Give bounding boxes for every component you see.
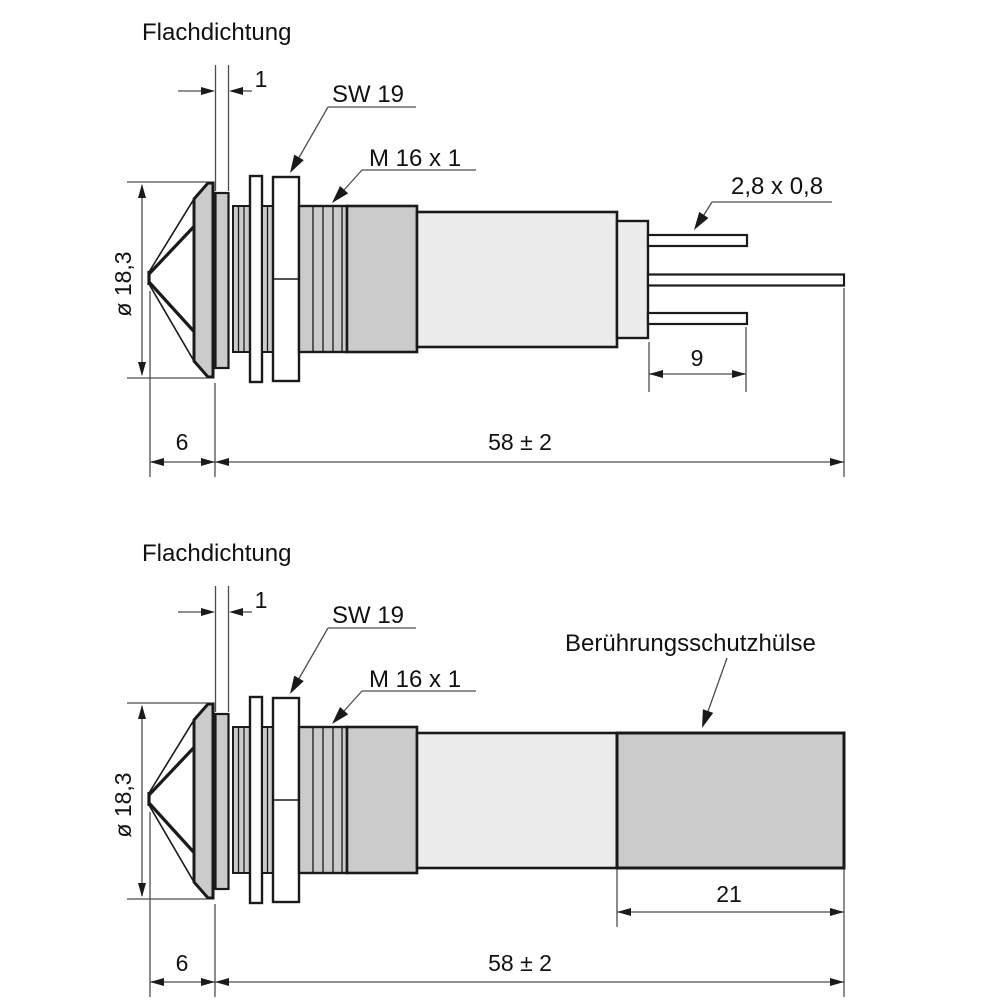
leader-arrowhead [697, 709, 713, 730]
arrowhead [138, 705, 146, 719]
washer [250, 697, 262, 903]
label-thread: M 16 x 1 [369, 666, 462, 693]
dim-pin-length: 9 [690, 345, 704, 371]
arrowhead [830, 908, 844, 916]
arrowhead [229, 87, 243, 95]
thread-section-a [233, 206, 250, 352]
housing-body [417, 212, 617, 347]
arrowhead [150, 458, 164, 466]
lamp-outline [149, 176, 844, 382]
dim-protrusion: 6 [175, 950, 189, 976]
label-thread: M 16 x 1 [369, 145, 462, 172]
arrowhead [229, 608, 243, 616]
dim-gasket-thickness: 1 [254, 66, 268, 92]
label-pin: 2,8 x 0,8 [731, 173, 824, 200]
arrowhead [201, 458, 215, 466]
view-title: Flachdichtung [142, 19, 292, 46]
thread-section-a [233, 727, 250, 873]
arrowhead [732, 370, 746, 378]
arrowhead [830, 458, 844, 466]
solder-pin-middle [648, 275, 844, 286]
bezel-flange [194, 183, 213, 377]
dim-sleeve-length: 21 [716, 881, 742, 907]
bezel-flange [194, 704, 213, 898]
arrowhead [215, 458, 229, 466]
arrowhead [201, 608, 215, 616]
arrowhead [138, 883, 146, 897]
housing-step [617, 221, 648, 338]
lens-cone [149, 199, 194, 361]
solder-pin-bottom [648, 313, 747, 324]
arrowhead [201, 87, 215, 95]
barrel [347, 206, 417, 352]
dim-diameter: ø 18,3 [110, 251, 136, 317]
leader-arrowhead [285, 155, 304, 176]
dim-protrusion: 6 [175, 429, 189, 455]
arrowhead [830, 978, 844, 986]
dim-overall-length: 58 ± 2 [488, 950, 552, 976]
lamp-outline [149, 697, 844, 903]
protection-sleeve [617, 733, 844, 868]
washer [250, 176, 262, 382]
arrowhead [138, 362, 146, 376]
dim-diameter: ø 18,3 [110, 772, 136, 838]
barrel [347, 727, 417, 873]
arrowhead [138, 184, 146, 198]
arrowhead [649, 370, 663, 378]
leader-arrowhead [689, 212, 708, 233]
label-sleeve: Berührungsschutzhülse [565, 630, 816, 657]
lens-cone [149, 720, 194, 882]
dim-gasket-thickness: 1 [254, 587, 268, 613]
solder-pin-top [648, 235, 747, 246]
arrowhead [150, 978, 164, 986]
flat-gasket [216, 714, 229, 889]
leader-line [706, 658, 727, 717]
arrowhead [617, 908, 631, 916]
label-nut: SW 19 [332, 602, 405, 629]
arrowhead [201, 978, 215, 986]
arrowhead [215, 978, 229, 986]
housing-body [417, 733, 617, 868]
leader-arrowhead [285, 676, 304, 697]
flat-gasket [216, 193, 229, 368]
label-nut: SW 19 [332, 81, 405, 108]
view-with-sleeve [110, 540, 844, 997]
dim-overall-length: 58 ± 2 [488, 429, 552, 455]
view-title: Flachdichtung [142, 540, 292, 567]
view-with-pins [110, 19, 844, 477]
